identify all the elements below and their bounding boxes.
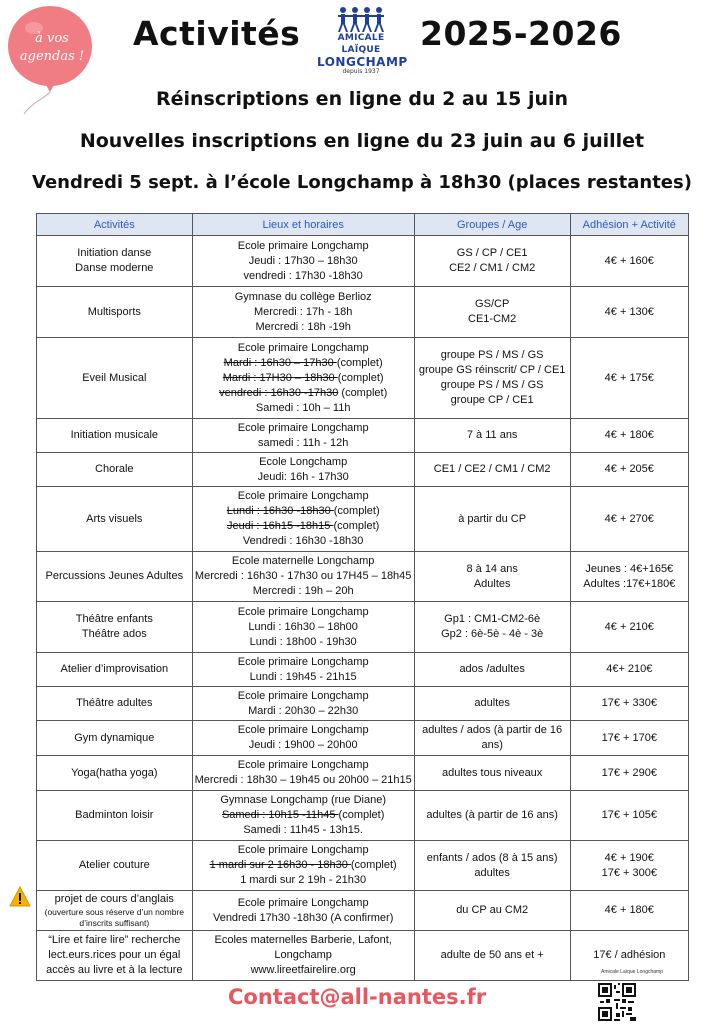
place-hours-cell — [192, 891, 414, 931]
place-hours-cell — [192, 721, 414, 756]
table-row — [37, 721, 689, 756]
slot-text: Mercredi : 19h – 20h — [252, 585, 354, 597]
slot-text: Ecole Longchamp — [259, 455, 348, 468]
price-cell — [570, 487, 688, 552]
schedule-line — [195, 896, 412, 911]
price-cell — [570, 338, 688, 419]
slot-text: Ecole maternelle Longchamp — [231, 555, 375, 567]
logo — [317, 6, 408, 76]
groups-line: GS / CP / CE1 — [456, 247, 528, 259]
table-row — [37, 687, 689, 721]
header-activities: Activités — [37, 214, 193, 236]
slot-text: Vendredi 17h30 -18h30 (A confirmer) — [212, 911, 394, 924]
schedule-line — [195, 341, 412, 356]
slot-text: Lundi : 19h45 - 21h15 — [249, 670, 357, 683]
schedule-line — [195, 655, 412, 670]
activity_note-line: d’inscrits suffisant) — [79, 918, 150, 928]
activity-cell — [37, 891, 193, 931]
price-cell — [570, 419, 688, 453]
price-cell — [570, 721, 688, 756]
balloon-text — [6, 30, 98, 66]
activity-line: “Lire et faire lire” recherche — [48, 934, 181, 946]
table-row — [37, 653, 689, 687]
qr-code-icon[interactable] — [598, 983, 636, 1021]
slot-text: Mercredi : 18h30 – 19h45 ou 20h00 – 21h15 — [194, 774, 412, 786]
table-row — [37, 453, 689, 487]
schedule-line — [195, 401, 412, 416]
activity-line: Eveil Musical — [82, 371, 147, 384]
price-line: 4€ + 270€ — [604, 512, 654, 525]
schedule-line — [195, 554, 412, 569]
price-line: 4€ + 180€ — [604, 904, 654, 916]
activity-cell — [37, 653, 193, 687]
schedule-line — [195, 519, 412, 534]
slot-text: Ecole primaire Longchamp — [237, 689, 369, 702]
schedule-line — [195, 254, 412, 269]
place-hours-cell — [192, 552, 414, 602]
place-hours-cell — [192, 453, 414, 487]
slot-text: (complet) — [337, 371, 384, 384]
activity-cell — [37, 756, 193, 791]
groups-line: Gp2 : 6è-5è - 4è - 3è — [441, 628, 544, 640]
groups-line: Adultes — [473, 577, 511, 590]
slot-text: Longchamp — [274, 949, 332, 961]
activity-cell — [37, 931, 193, 981]
activity-line: Atelier couture — [78, 859, 150, 871]
schedule-line — [195, 605, 412, 620]
schedule-line — [195, 305, 412, 320]
schedule-line — [195, 808, 412, 823]
schedule-line — [195, 569, 412, 584]
schedule-line — [195, 933, 412, 948]
table-row — [37, 756, 689, 791]
logo-line3: depuis 1937 — [342, 68, 380, 75]
schedule-line — [195, 793, 412, 808]
logo-line2: LONGCHAMP — [317, 55, 408, 69]
price-cell — [570, 891, 688, 931]
activity-line: Initiation danse — [77, 247, 152, 259]
schedule-line — [195, 455, 412, 470]
slot-text: Ecole primaire Longchamp — [237, 655, 369, 668]
groups-line: 8 à 14 ans — [466, 562, 518, 575]
subtitle-september-session: Vendredi 5 sept. à l’école Longchamp à 18h30 (places restantes) — [32, 172, 692, 193]
groups-line: ados /adultes — [459, 663, 525, 675]
price-cell — [570, 756, 688, 791]
price-line: 4€ + 160€ — [604, 254, 654, 267]
place-hours-cell — [192, 653, 414, 687]
slot-text: (complet) — [338, 386, 388, 399]
activity-cell — [37, 721, 193, 756]
cancelled-slot: Mardi : 16h30 – 17h30 — [223, 356, 337, 369]
slot-text: vendredi : 17h30 -18h30 — [243, 269, 363, 282]
schedule-line — [195, 738, 412, 753]
place-hours-cell — [192, 602, 414, 653]
price-line: 4€ + 205€ — [604, 463, 654, 475]
groups-line: adultes — [474, 697, 510, 709]
cancelled-slot: vendredi : 16h30 -17h30 — [219, 386, 339, 399]
schedule-line — [195, 670, 412, 685]
slot-text: Lundi : 18h00 - 19h30 — [249, 635, 357, 648]
slot-text: Ecole primaire Longchamp — [237, 605, 369, 618]
schedule-line — [195, 963, 412, 978]
schedule-line — [195, 269, 412, 284]
activity-line: Multisports — [87, 305, 141, 318]
price-cell — [570, 791, 688, 841]
activity-cell — [37, 487, 193, 552]
activity-cell — [37, 602, 193, 653]
slot-text: Mercredi : 18h -19h — [255, 320, 351, 333]
activity-line: Arts visuels — [86, 512, 143, 525]
slot-text: Ecole primaire Longchamp — [237, 421, 369, 434]
slot-text: Ecole primaire Longchamp — [237, 896, 369, 909]
price-line: Jeunes : 4€+165€ — [585, 562, 674, 575]
groups-line: CE1-CM2 — [468, 313, 517, 325]
schedule-line — [195, 421, 412, 436]
price-line: 4€ + 130€ — [604, 305, 654, 318]
slot-text: Mardi : 20h30 – 22h30 — [248, 704, 359, 717]
price-line: 4€ + 210€ — [604, 620, 654, 633]
groups-line: groupe GS réinscrit/ CP / CE1 — [418, 364, 566, 376]
groups-line: adulte de 50 ans et + — [440, 949, 544, 961]
price-line: Adultes :17€+180€ — [583, 577, 676, 590]
slot-text: Gymnase Longchamp (rue Diane) — [220, 794, 387, 806]
groups-line: adultes — [474, 866, 510, 879]
price-cell — [570, 552, 688, 602]
slot-text: Ecole primaire Longchamp — [237, 724, 369, 736]
schedule-line — [195, 504, 412, 519]
price-cell — [570, 453, 688, 487]
groups-cell — [414, 602, 570, 653]
activity-line: projet de cours d’anglais — [54, 893, 174, 905]
schedule-line — [195, 635, 412, 650]
price-line: 17€ + 170€ — [601, 731, 657, 744]
slot-text: Lundi : 16h30 – 18h00 — [248, 620, 358, 633]
price-line: 17€ + 300€ — [601, 866, 657, 879]
activity-line: Percussions Jeunes Adultes — [45, 570, 184, 582]
groups-line: 7 à 11 ans — [466, 429, 518, 441]
place-hours-cell — [192, 931, 414, 981]
table-row — [37, 487, 689, 552]
table-row — [37, 287, 689, 338]
schedule-line — [195, 320, 412, 335]
place-hours-cell — [192, 338, 414, 419]
groups-cell — [414, 891, 570, 931]
groups-cell — [414, 756, 570, 791]
schedule-line — [195, 436, 412, 451]
activity-line: Gym dynamique — [74, 731, 155, 744]
slot-text: Ecoles maternelles Barberie, Lafont, — [214, 934, 392, 946]
schedule-line — [195, 534, 412, 549]
warning-icon — [9, 886, 31, 908]
slot-text: (complet) — [338, 809, 385, 821]
slot-text: (complet) — [333, 520, 380, 532]
activity-cell — [37, 287, 193, 338]
slot-text: Ecole primaire Longchamp — [237, 239, 369, 252]
activity-line: Théâtre ados — [81, 628, 147, 640]
table-header-row — [37, 214, 689, 236]
slot-text: Ecole primaire Longchamp — [237, 341, 369, 354]
activity-line: accès au livre et à la lecture — [46, 964, 183, 976]
groups-cell — [414, 287, 570, 338]
slot-text: Samedi : 11h45 - 13h15. — [243, 824, 363, 836]
schedule-line — [195, 470, 412, 485]
groups-line: groupe PS / MS / GS — [440, 349, 544, 361]
slot-text: Jeudi : 17h30 – 18h30 — [248, 254, 358, 267]
activities-table — [36, 213, 689, 981]
price-line: 17€ + 330€ — [601, 697, 657, 709]
price-cell — [570, 236, 688, 287]
place-hours-cell — [192, 419, 414, 453]
price-cell — [570, 653, 688, 687]
schedule-line — [195, 858, 412, 873]
activity-line: lect.eurs.rices pour un égal — [48, 949, 181, 961]
schedule-line — [195, 948, 412, 963]
groups-cell — [414, 453, 570, 487]
logo-figures-icon — [336, 6, 386, 32]
price-line: 17€ + 105€ — [601, 809, 657, 821]
groups-cell — [414, 687, 570, 721]
groups-cell — [414, 653, 570, 687]
activity-line: Atelier d’improvisation — [60, 663, 169, 675]
header-places-hours: Lieux et horaires — [192, 214, 414, 236]
groups-line: ans) — [481, 739, 503, 751]
groups-cell — [414, 841, 570, 891]
table-row — [37, 338, 689, 419]
cancelled-slot: Lundi : 16h30 -18h30 — [226, 505, 334, 517]
activity-cell — [37, 552, 193, 602]
place-hours-cell — [192, 236, 414, 287]
groups-cell — [414, 338, 570, 419]
schedule-line — [195, 371, 412, 386]
price-line: 17€ / adhésion — [593, 949, 666, 961]
schedule-line — [195, 239, 412, 254]
contact-email[interactable]: Contact@all-nantes.fr — [228, 985, 487, 1009]
logo-line1: AMICALE LAÏQUE — [337, 33, 385, 55]
table-row — [37, 419, 689, 453]
place-hours-cell — [192, 791, 414, 841]
slot-text: (complet) — [336, 356, 383, 369]
slot-text: 1 mardi sur 2 19h - 21h30 — [240, 874, 367, 886]
groups-line: enfants / ados (8 à 15 ans) — [426, 851, 558, 864]
groups-cell — [414, 721, 570, 756]
table-row — [37, 891, 689, 931]
activity-line: Chorale — [95, 463, 134, 475]
slot-text: Jeudi : 19h00 – 20h00 — [248, 739, 358, 751]
activity-line: Théâtre enfants — [75, 613, 153, 625]
activity_note-line: (ouverture sous réserve d’un nombre — [44, 907, 184, 917]
slot-text: (complet) — [350, 859, 397, 871]
activity-line: Danse moderne — [75, 262, 154, 274]
cancelled-slot: Mardi : 17H30 – 18h30 — [222, 371, 338, 384]
subtitle-reinscriptions: Réinscriptions en ligne du 2 au 15 juin — [155, 88, 569, 110]
activity-line: Badminton loisir — [75, 809, 154, 821]
balloon-line1: à vos — [35, 31, 69, 46]
slot-text: Ecole primaire Longchamp — [237, 490, 369, 502]
price-line: 17€ + 290€ — [601, 766, 657, 779]
groups-cell — [414, 487, 570, 552]
place-hours-cell — [192, 841, 414, 891]
qr-caption: Amicale Laïque Longchamp — [601, 969, 663, 975]
price-cell — [570, 602, 688, 653]
activity-line: Théâtre adultes — [76, 697, 153, 709]
slot-text: Vendredi : 16h30 -18h30 — [242, 535, 364, 547]
cancelled-slot: 1 mardi sur 2 16h30 - 18h30 — [209, 859, 351, 871]
table-row — [37, 236, 689, 287]
schedule-line — [195, 584, 412, 599]
cancelled-slot: Jeudi : 16h15 -18h15 — [227, 520, 334, 532]
table-row — [37, 791, 689, 841]
activity-cell — [37, 236, 193, 287]
schedule-line — [195, 873, 412, 888]
groups-cell — [414, 552, 570, 602]
price-line: 4€ + 180€ — [604, 429, 654, 441]
balloon-line2: agendas ! — [19, 49, 85, 64]
activity-cell — [37, 338, 193, 419]
groups-line: adultes (à partir de 16 ans) — [426, 809, 558, 821]
cancelled-slot: Samedi : 10h15 -11h45 — [221, 809, 339, 821]
groups-line: adultes tous niveaux — [442, 766, 543, 779]
groups-line: CE2 / CM1 / CM2 — [449, 262, 536, 274]
slot-text: (complet) — [333, 505, 380, 517]
slot-text: Ecole primaire Longchamp — [237, 759, 369, 771]
groups-line: groupe CP / CE1 — [450, 394, 534, 406]
activity-cell — [37, 841, 193, 891]
schedule-line — [195, 689, 412, 704]
schedule-line — [195, 911, 412, 926]
header-membership-fee: Adhésion + Activité — [570, 214, 688, 236]
price-line: 4€ + 175€ — [604, 371, 654, 384]
schedule-line — [195, 758, 412, 773]
groups-cell — [414, 419, 570, 453]
groups-cell — [414, 791, 570, 841]
table-row — [37, 552, 689, 602]
price-cell — [570, 287, 688, 338]
groups-cell — [414, 931, 570, 981]
header-groups-age: Groupes / Age — [414, 214, 570, 236]
activity-cell — [37, 791, 193, 841]
groups-line: GS/CP — [475, 298, 510, 310]
slot-text: Mercredi : 17h - 18h — [253, 305, 353, 318]
groups-line: adultes / ados (à partir de 16 — [422, 724, 563, 736]
slot-text: Samedi : 10h – 11h — [255, 401, 351, 414]
activity-line: Initiation musicale — [70, 429, 159, 441]
slot-text: Jeudi: 16h - 17h30 — [257, 470, 349, 483]
place-hours-cell — [192, 687, 414, 721]
table-row — [37, 602, 689, 653]
slot-text: www.lireetfairelire.org — [250, 964, 356, 976]
place-hours-cell — [192, 287, 414, 338]
page-title: Activités — [133, 14, 301, 53]
subtitle-new-inscriptions: Nouvelles inscriptions en ligne du 23 juin au 6 juillet — [79, 130, 645, 152]
schedule-line — [195, 773, 412, 788]
schedule-line — [195, 489, 412, 504]
schedule-line — [195, 620, 412, 635]
schedule-line — [195, 843, 412, 858]
groups-cell — [414, 236, 570, 287]
price-cell — [570, 687, 688, 721]
activity-cell — [37, 687, 193, 721]
activity-cell — [37, 419, 193, 453]
schedule-line — [195, 704, 412, 719]
activity-cell — [37, 453, 193, 487]
price-line: 4€+ 210€ — [606, 663, 653, 675]
groups-line: Gp1 : CM1-CM2-6è — [444, 613, 541, 625]
groups-line: CE1 / CE2 / CM1 / CM2 — [433, 463, 551, 475]
groups-line: groupe PS / MS / GS — [440, 379, 544, 391]
slot-text: Gymnase du collège Berlioz — [234, 290, 372, 303]
schedule-line — [195, 823, 412, 838]
place-hours-cell — [192, 756, 414, 791]
activity-line: Yoga(hatha yoga) — [71, 766, 158, 779]
table-row — [37, 841, 689, 891]
price-cell — [570, 841, 688, 891]
slot-text: Ecole primaire Longchamp — [237, 844, 369, 856]
groups-line: du CP au CM2 — [456, 904, 529, 916]
schedule-line — [195, 290, 412, 305]
slot-text: Mercredi : 16h30 - 17h30 ou 17H45 – 18h45 — [194, 570, 412, 582]
place-hours-cell — [192, 487, 414, 552]
season-title: 2025-2026 — [420, 14, 622, 53]
schedule-line — [195, 356, 412, 371]
schedule-line — [195, 723, 412, 738]
groups-line: à partir du CP — [458, 512, 527, 525]
slot-text: samedi : 11h - 12h — [258, 436, 349, 449]
schedule-line — [195, 386, 412, 401]
price-line: 4€ + 190€ — [604, 851, 654, 864]
